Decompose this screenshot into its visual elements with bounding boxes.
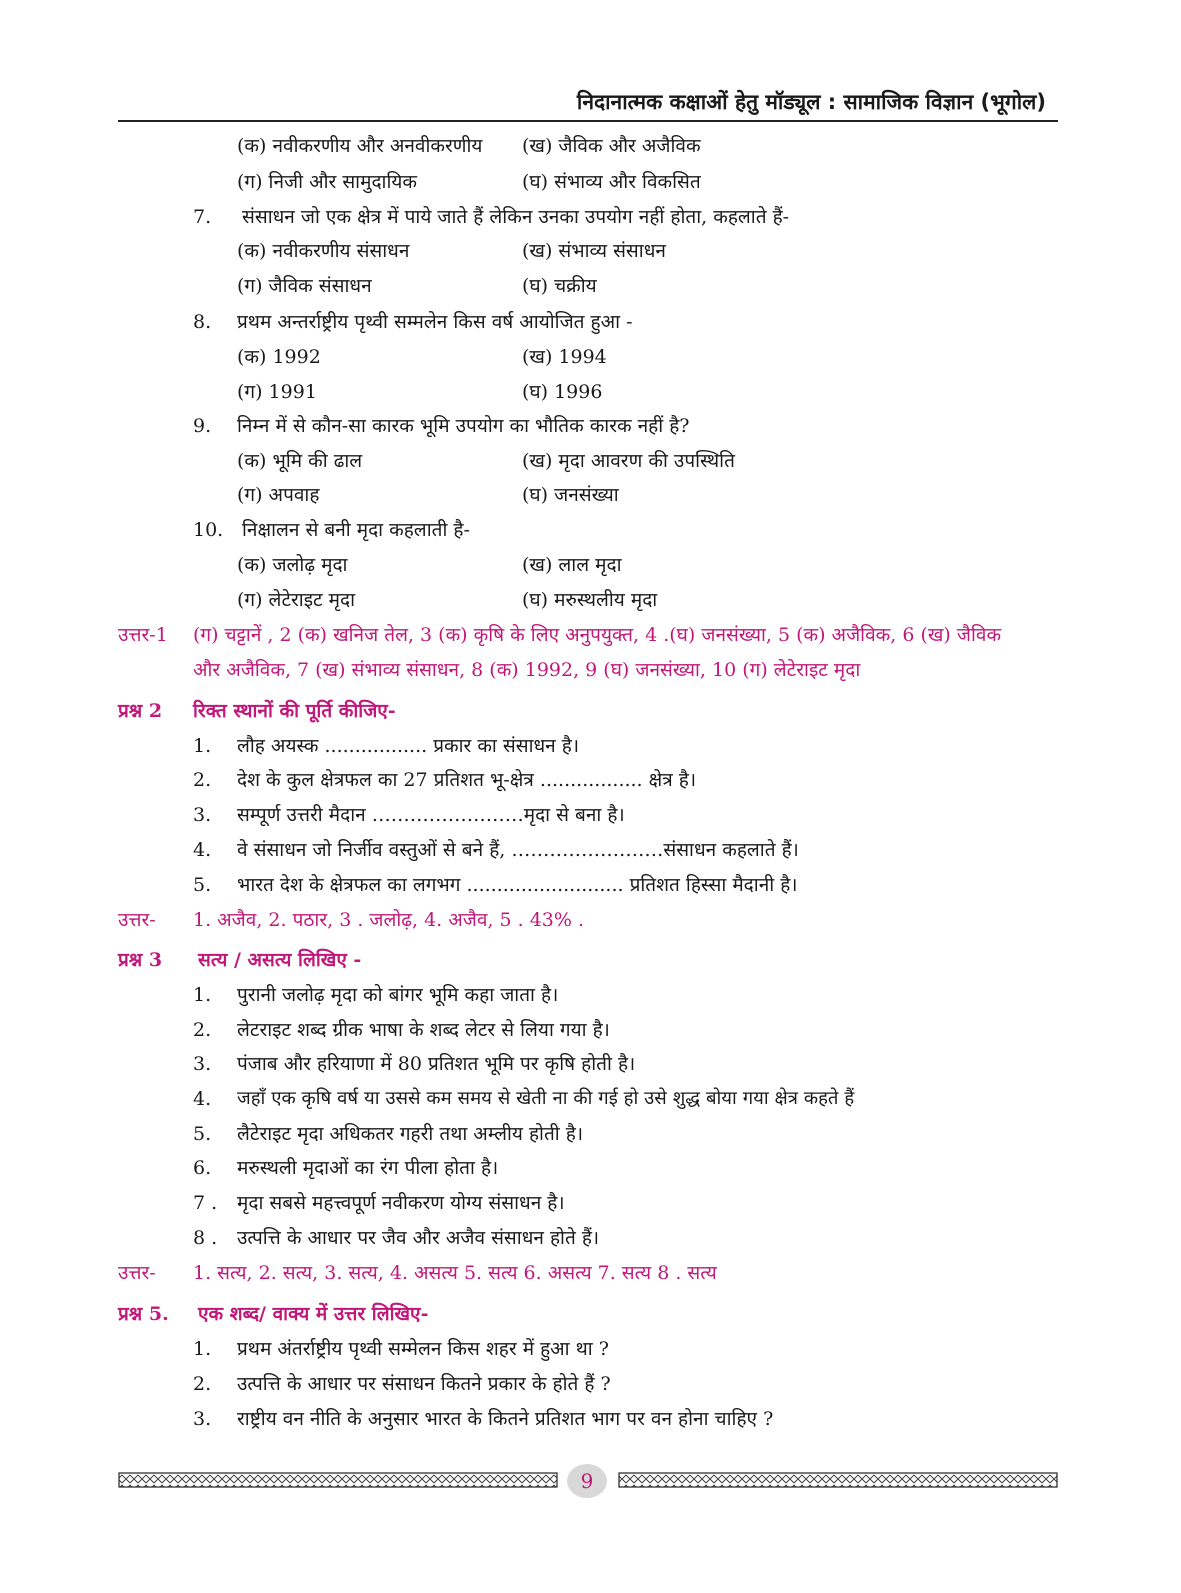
item-number: 1. <box>193 735 212 757</box>
item-text: मृदा सबसे महत्त्वपूर्ण नवीकरण योग्य संसाधन है। <box>237 1192 565 1214</box>
option: (ख) लाल मृदा <box>522 554 622 576</box>
option: (ग) अपवाह <box>237 484 320 506</box>
item-text: पंजाब और हरियाणा में 80 प्रतिशत भूमि पर कृषि होती है। <box>237 1053 636 1075</box>
item-number: 1. <box>193 1338 212 1360</box>
option: (ग) निजी और सामुदायिक <box>237 171 418 193</box>
item-number: 3. <box>193 1408 212 1430</box>
option: (क) नवीकरणीय और अनवीकरणीय <box>237 135 483 157</box>
question-text: प्रथम अन्तर्राष्ट्रीय पृथ्वी सम्मलेन किस वर्ष आयोजित हुआ - <box>237 311 633 333</box>
option: (घ) मरुस्थलीय मृदा <box>522 589 658 611</box>
item-number: 3. <box>193 804 212 826</box>
item-number: 2. <box>193 769 212 791</box>
option: (क) जलोढ़ मृदा <box>237 554 348 576</box>
item-text: मरुस्थली मृदाओं का रंग पीला होता है। <box>237 1157 499 1179</box>
item-text: देश के कुल क्षेत्रफल का 27 प्रतिशत भू-क्षेत्र ................. क्षेत्र है। <box>237 769 697 791</box>
answer-text: 1. सत्य, 2. सत्य, 3. सत्य, 4. असत्य 5. सत्य 6. असत्य 7. सत्य 8 . सत्य <box>193 1262 717 1284</box>
item-number: 8 . <box>193 1227 218 1249</box>
answer-label: उत्तर- <box>118 909 156 931</box>
item-text: लैटेराइट मृदा अधिकतर गहरी तथा अम्लीय होती है। <box>237 1123 584 1145</box>
answer-label: उत्तर-1 <box>118 624 168 646</box>
page-header-title: निदानात्मक कक्षाओं हेतु मॉड्यूल : सामाजिक विज्ञान (भूगोल) <box>576 90 1046 114</box>
item-number: 2. <box>193 1373 212 1395</box>
item-text: राष्ट्रीय वन नीति के अनुसार भारत के कितने प्रतिशत भाग पर वन होना चाहिए ? <box>237 1408 774 1430</box>
option: (ख) जैविक और अजैविक <box>522 135 701 157</box>
item-text: भारत देश के क्षेत्रफल का लगभग .......................... प्रतिशत हिस्सा मैदानी है। <box>237 874 798 896</box>
page-number: 9 <box>567 1464 607 1498</box>
item-number: 5. <box>193 1123 212 1145</box>
question-text: संसाधन जो एक क्षेत्र में पाये जाते हैं लेकिन उनका उपयोग नहीं होता, कहलाते हैं- <box>242 206 790 228</box>
option: (क) भूमि की ढाल <box>237 450 363 472</box>
section-label: प्रश्न 2 <box>118 700 163 722</box>
option: (ख) 1994 <box>522 346 607 368</box>
question-number: 8. <box>193 311 212 333</box>
option: (घ) जनसंख्या <box>522 484 619 506</box>
item-text: पुरानी जलोढ़ मृदा को बांगर भूमि कहा जाता है। <box>237 984 559 1006</box>
question-number: 9. <box>193 415 212 437</box>
section-title: रिक्त स्थानों की पूर्ति कीजिए- <box>193 700 396 722</box>
option: (ग) 1991 <box>237 381 317 403</box>
header-rule <box>118 120 1058 122</box>
item-text: जहाँ एक कृषि वर्ष या उससे कम समय से खेती ना की गई हो उसे शुद्ध बोया गया क्षेत्र कहते हैं <box>237 1088 855 1109</box>
item-text: उत्पत्ति के आधार पर जैव और अजैव संसाधन होते हैं। <box>237 1227 600 1249</box>
option: (ख) मृदा आवरण की उपस्थिति <box>522 450 735 472</box>
answer-text: 1. अजैव, 2. पठार, 3 . जलोढ़, 4. अजैव, 5 . 43% . <box>193 909 585 931</box>
question-number: 10. <box>193 519 224 541</box>
item-number: 5. <box>193 874 212 896</box>
option: (घ) संभाव्य और विकसित <box>522 171 701 193</box>
item-number: 4. <box>193 839 212 861</box>
item-text: उत्पत्ति के आधार पर संसाधन कितने प्रकार के होते हैं ? <box>237 1373 611 1395</box>
item-number: 2. <box>193 1019 212 1041</box>
question-text: निक्षालन से बनी मृदा कहलाती है- <box>242 519 470 541</box>
item-text: प्रथम अंतर्राष्ट्रीय पृथ्वी सम्मेलन किस शहर में हुआ था ? <box>237 1338 609 1360</box>
question-number: 7. <box>193 206 212 228</box>
answer-text: (ग) चट्टानें , 2 (क) खनिज तेल, 3 (क) कृषि के लिए अनुपयुक्त, 4 .(घ) जनसंख्या, 5 (क) अजैविक, 6 (ख) जैविक <box>193 624 1002 646</box>
option: (ग) लेटेराइट मृदा <box>237 589 356 611</box>
section-title: एक शब्द/ वाक्य में उत्तर लिखिए- <box>198 1303 429 1325</box>
item-number: 3. <box>193 1053 212 1075</box>
page-footer <box>118 1464 1058 1498</box>
question-text: निम्न में से कौन-सा कारक भूमि उपयोग का भौतिक कारक नहीं है? <box>237 415 690 437</box>
item-number: 6. <box>193 1157 212 1179</box>
answer-text: और अजैविक, 7 (ख) संभाव्य संसाधन, 8 (क) 1992, 9 (घ) जनसंख्या, 10 (ग) लेटेराइट मृदा <box>193 659 861 681</box>
item-number: 4. <box>193 1088 212 1110</box>
option: (ख) संभाव्य संसाधन <box>522 240 666 262</box>
item-text: वे संसाधन जो निर्जीव वस्तुओं से बने हैं, ……………………संसाधन कहलाते हैं। <box>237 839 799 861</box>
option: (क) नवीकरणीय संसाधन <box>237 240 410 262</box>
item-text: लौह अयस्क ................. प्रकार का संसाधन है। <box>237 735 580 757</box>
option: (क) 1992 <box>237 346 321 368</box>
option: (ग) जैविक संसाधन <box>237 275 372 297</box>
item-number: 1. <box>193 984 212 1006</box>
option: (घ) 1996 <box>522 381 603 403</box>
option: (घ) चक्रीय <box>522 275 597 297</box>
section-label: प्रश्न 3 <box>118 949 163 971</box>
section-label: प्रश्न 5. <box>118 1303 169 1325</box>
item-text: सम्पूर्ण उत्तरी मैदान ……………………मृदा से बना है। <box>237 804 625 826</box>
item-text: लेटराइट शब्द ग्रीक भाषा के शब्द लेटर से लिया गया है। <box>237 1019 610 1041</box>
section-title: सत्य / असत्य लिखिए - <box>198 949 362 971</box>
answer-label: उत्तर- <box>118 1262 156 1284</box>
item-number: 7 . <box>193 1192 218 1214</box>
